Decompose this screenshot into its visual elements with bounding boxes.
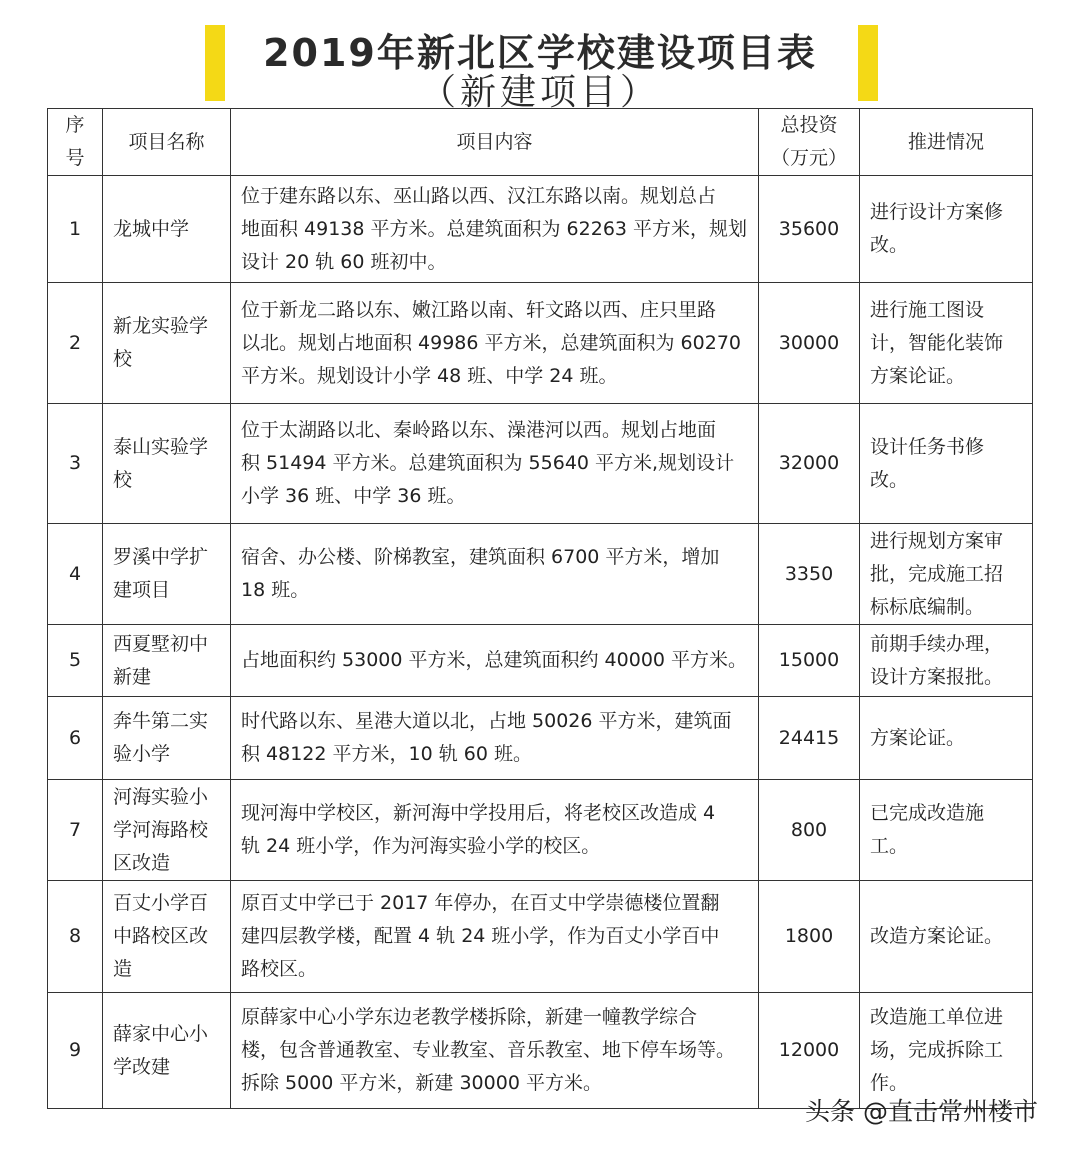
cell-line: 区改造	[113, 851, 171, 874]
table-row	[48, 625, 1033, 697]
cell-no: 1	[48, 176, 103, 283]
cell-line: 设计 20 轨 60 班初中。	[241, 250, 447, 273]
cell-line: 原百丈中学已于 2017 年停办，在百丈中学崇德楼位置翻	[241, 892, 720, 914]
cell-line: 前期手续办理，	[870, 632, 1004, 655]
cell-content	[231, 881, 759, 993]
cell-line: 积 48122 平方米，10 轨 60 班。	[241, 743, 532, 765]
cell-name	[103, 993, 231, 1109]
cell-line: 学改建	[113, 1055, 171, 1078]
cell-investment: 32000	[759, 404, 860, 524]
cell-progress	[860, 283, 1033, 404]
cell-line: 改造施工单位进	[870, 1006, 1004, 1028]
cell-line: 拆除 5000 平方米，新建 30000 平方米。	[241, 1072, 602, 1094]
cell-content	[231, 283, 759, 404]
header-investment	[759, 109, 860, 176]
header-no	[48, 109, 103, 176]
cell-progress	[860, 404, 1033, 524]
table-row	[48, 697, 1033, 780]
header-text: （万元）	[770, 147, 847, 169]
cell-line: 标标底编制。	[870, 595, 985, 618]
cell-line: 学河海路校	[113, 818, 209, 841]
cell-progress	[860, 780, 1033, 881]
cell-progress	[860, 625, 1033, 697]
cell-name	[103, 697, 231, 780]
cell-no: 7	[48, 780, 103, 881]
cell-line: 造	[113, 958, 133, 980]
cell-line: 建四层教学楼，配置 4 轨 24 班小学，作为百丈小学百中	[241, 925, 720, 947]
cell-line: 位于太湖路以北、秦岭路以东、澡港河以西。规划占地面	[241, 419, 717, 441]
header-text: 推进情况	[907, 130, 984, 153]
page-subtitle: （新建项目）	[419, 72, 660, 113]
cell-line: 占地面积约 53000 平方米，总建筑面积约 40000 平方米。	[241, 649, 748, 671]
cell-line: 计，智能化装饰	[870, 331, 1004, 354]
header-text: 项目内容	[456, 130, 533, 153]
cell-line: 工。	[870, 835, 909, 857]
cell-line: 小学 36 班、中学 36 班。	[241, 485, 466, 507]
header-name	[103, 109, 231, 176]
cell-investment: 35600	[759, 176, 860, 283]
cell-line: 西夏墅初中	[113, 632, 209, 655]
header-content	[231, 109, 759, 176]
cell-line: 路校区。	[241, 958, 318, 980]
cell-content	[231, 993, 759, 1109]
cell-line: 方案论证。	[870, 364, 966, 387]
cell-investment: 24415	[759, 697, 860, 780]
cell-investment: 30000	[759, 283, 860, 404]
cell-line: 泰山实验学	[113, 435, 209, 458]
cell-line: 校	[113, 468, 133, 491]
cell-line: 进行规划方案审	[870, 529, 1004, 552]
header-text: 项目名称	[128, 130, 205, 153]
cell-line: 百丈小学百	[113, 892, 209, 914]
cell-line: 设计任务书修	[870, 435, 985, 458]
cell-no: 8	[48, 881, 103, 993]
cell-line: 改造方案论证。	[870, 925, 1004, 947]
cell-line: 罗溪中学扩	[113, 546, 209, 568]
cell-line: 设计方案报批。	[870, 665, 1004, 688]
cell-content	[231, 697, 759, 780]
cell-no: 3	[48, 404, 103, 524]
cell-line: 位于建东路以东、巫山路以西、汉江东路以南。规划总占	[241, 184, 717, 207]
cell-line: 已完成改造施	[870, 802, 985, 824]
cell-line: 宿舍、办公楼、阶梯教室，建筑面积 6700 平方米，增加	[241, 546, 720, 568]
cell-name	[103, 283, 231, 404]
cell-line: 龙城中学	[113, 217, 190, 240]
page-title: 2019年新北区学校建设项目表	[263, 31, 817, 75]
cell-investment: 1800	[759, 881, 860, 993]
cell-line: 轨 24 班小学，作为河海实验小学的校区。	[241, 835, 601, 857]
cell-no: 4	[48, 524, 103, 625]
table-row	[48, 176, 1033, 283]
cell-no: 2	[48, 283, 103, 404]
cell-content	[231, 404, 759, 524]
header-text: 号	[65, 147, 85, 169]
cell-content	[231, 176, 759, 283]
cell-content	[231, 780, 759, 881]
cell-no: 9	[48, 993, 103, 1109]
cell-progress	[860, 697, 1033, 780]
cell-progress	[860, 524, 1033, 625]
watermark: 头条 @直击常州楼市	[805, 1097, 1038, 1126]
cell-content	[231, 625, 759, 697]
table-row	[48, 524, 1033, 625]
cell-line: 位于新龙二路以东、嫩江路以南、轩文路以西、庄只里路	[241, 298, 717, 321]
cell-line: 地面积 49138 平方米。总建筑面积为 62263 平方米，规划	[241, 217, 748, 240]
table-header-row	[48, 109, 1033, 176]
cell-investment: 12000	[759, 993, 860, 1109]
cell-line: 批，完成施工招	[870, 562, 1004, 585]
cell-line: 校	[113, 348, 133, 370]
cell-line: 18 班。	[241, 579, 310, 601]
cell-investment: 15000	[759, 625, 860, 697]
cell-line: 新龙实验学	[113, 315, 209, 337]
cell-line: 方案论证。	[870, 726, 966, 749]
projects-table	[47, 108, 1033, 1109]
cell-line: 积 51494 平方米。总建筑面积为 55640 平方米,规划设计	[241, 452, 735, 474]
cell-line: 建项目	[113, 579, 171, 601]
cell-content	[231, 524, 759, 625]
cell-line: 时代路以东、星港大道以北，占地 50026 平方米，建筑面	[241, 710, 732, 732]
cell-line: 中路校区改	[113, 925, 209, 947]
cell-name	[103, 780, 231, 881]
cell-line: 改。	[870, 234, 909, 256]
cell-line: 进行设计方案修	[870, 201, 1004, 223]
cell-line: 以北。规划占地面积 49986 平方米，总建筑面积为 60270	[241, 331, 742, 354]
header-text: 总投资	[780, 114, 838, 136]
cell-line: 验小学	[113, 743, 171, 765]
cell-line: 新建	[113, 665, 152, 688]
header-progress	[860, 109, 1033, 176]
cell-investment: 3350	[759, 524, 860, 625]
cell-line: 场，完成拆除工	[870, 1039, 1004, 1061]
cell-line: 薛家中心小	[113, 1022, 209, 1045]
table-row	[48, 881, 1033, 993]
cell-line: 楼，包含普通教室、专业教室、音乐教室、地下停车场等。	[241, 1039, 736, 1061]
table-row	[48, 404, 1033, 524]
cell-name	[103, 404, 231, 524]
cell-line: 作。	[870, 1072, 909, 1094]
cell-progress	[860, 176, 1033, 283]
cell-line: 奔牛第二实	[113, 710, 209, 732]
cell-name	[103, 881, 231, 993]
cell-line: 改。	[870, 468, 909, 491]
cell-line: 河海实验小	[113, 785, 209, 808]
cell-name	[103, 524, 231, 625]
cell-progress	[860, 881, 1033, 993]
table-row	[48, 780, 1033, 881]
cell-name	[103, 176, 231, 283]
cell-name	[103, 625, 231, 697]
cell-line: 进行施工图设	[870, 298, 985, 321]
cell-investment: 800	[759, 780, 860, 881]
cell-line: 平方米。规划设计小学 48 班、中学 24 班。	[241, 364, 618, 387]
cell-no: 6	[48, 697, 103, 780]
cell-no: 5	[48, 625, 103, 697]
header-text: 序	[65, 114, 85, 136]
cell-line: 现河海中学校区，新河海中学投用后，将老校区改造成 4	[241, 802, 716, 824]
cell-line: 原薛家中心小学东边老教学楼拆除，新建一幢教学综合	[241, 1006, 698, 1028]
table-row	[48, 283, 1033, 404]
